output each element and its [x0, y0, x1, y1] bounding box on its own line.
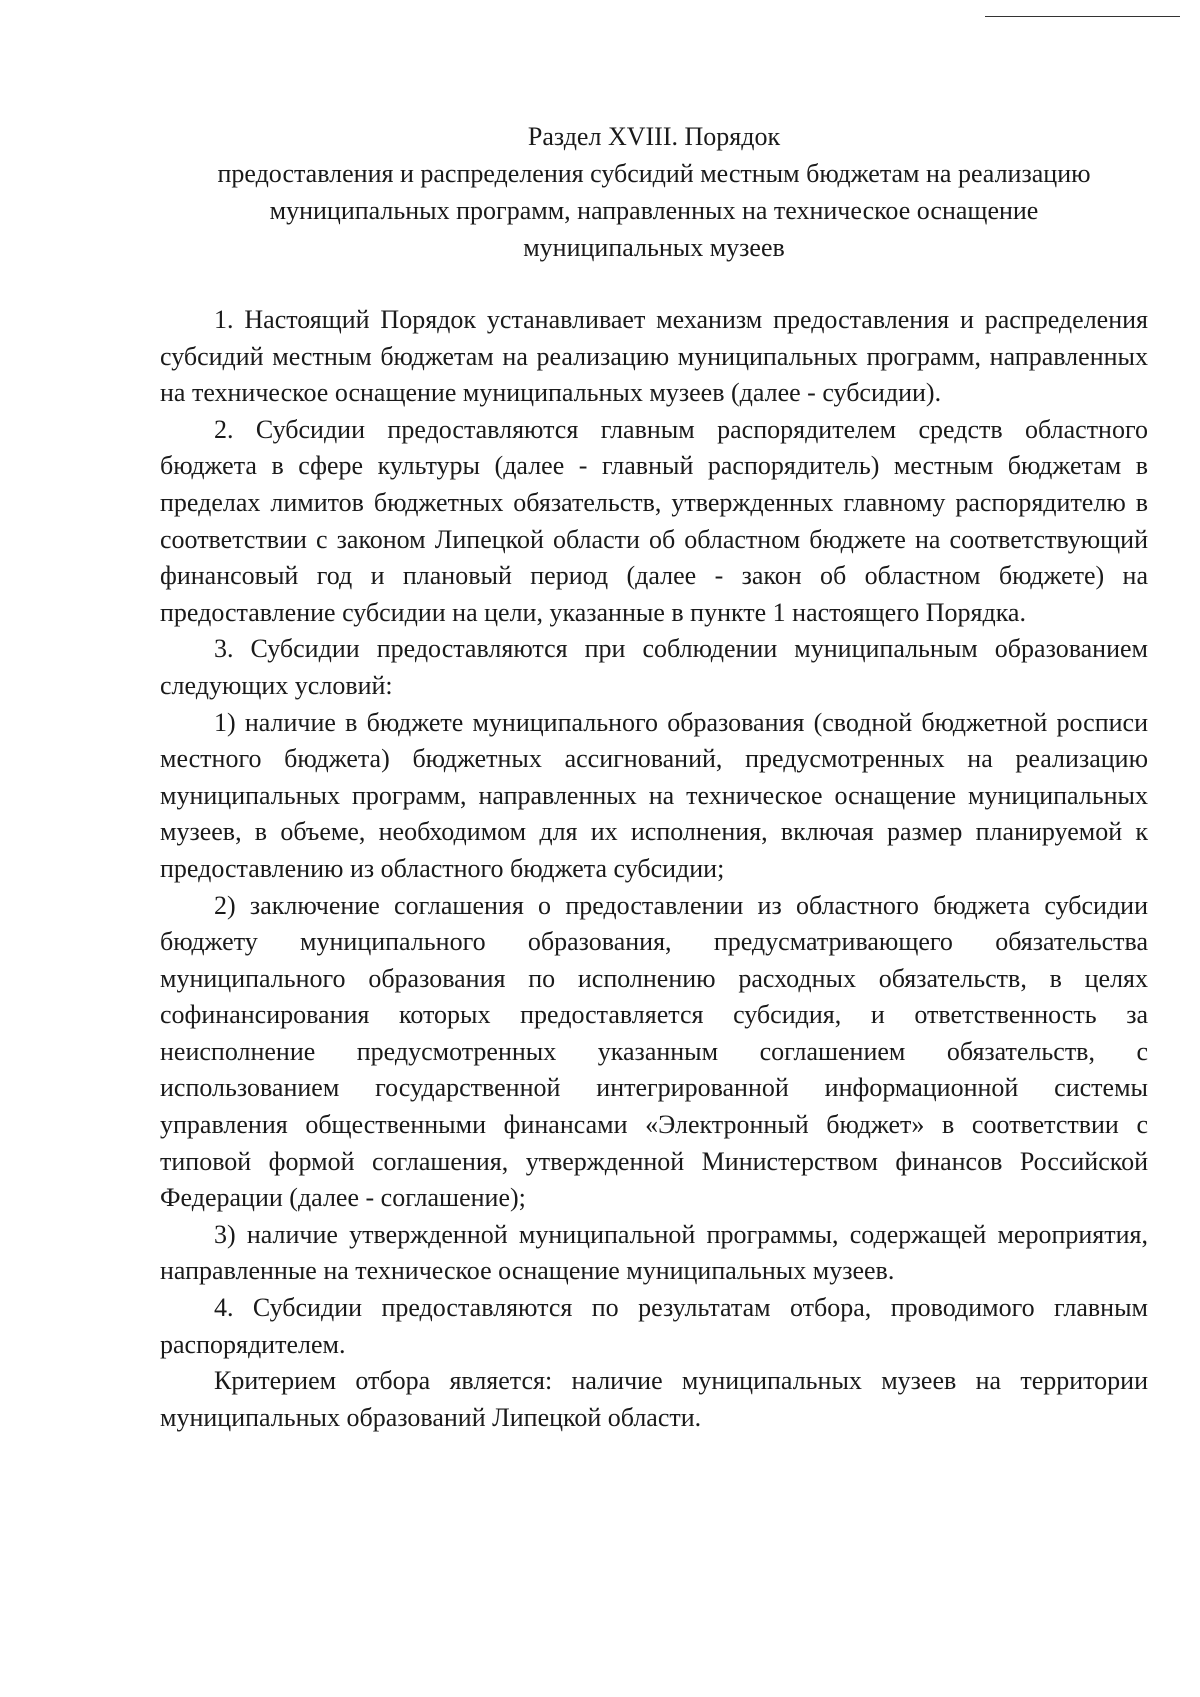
top-rule-line — [985, 16, 1180, 17]
condition-3: 3) наличие утвержденной муниципальной программы, содержащей мероприятия, направленные на техническое оснащение муниципальных музеев. — [160, 1219, 1148, 1286]
section-subtitle-line-2: муниципальных программ, направленных на техническое оснащение — [269, 196, 1039, 225]
paragraph-1: 1. Настоящий Порядок устанавливает механизм предоставления и распределения субсидий местным бюджетам на реализацию муниципальных программ, направленных на техническое оснащение муниципальных музеев (далее - субсидии). — [160, 305, 1148, 408]
selection-criterion: Критерием отбора является: наличие муниципальных музеев на территории муниципальных образований Липецкой области. — [160, 1366, 1148, 1432]
section-subtitle-line-3: муниципальных музеев — [523, 233, 785, 262]
section-heading — [160, 118, 1148, 266]
paragraph-3: 3. Субсидии предоставляются при соблюдении муниципальным образованием следующих условий: — [160, 634, 1148, 700]
document-page — [160, 118, 1148, 1436]
condition-2: 2) заключение соглашения о предоставлении из областного бюджета субсидии бюджету муниципального образования, предусматривающего обязательства муниципального образования по исполнению расходных обязательств, в целях софинансирования которых предоставляется субсидия, и ответственность за неисполнение предусмотренных указанным соглашением обязательств, с использованием государственной интегрированной информационной системы управления общественными финансами «Электронный бюджет» в соответствии с типовой формой соглашения, утвержденной Министерством финансов Российской Федерации (далее - соглашение); — [160, 890, 1148, 1213]
section-subtitle-line-1: предоставления и распределения субсидий местным бюджетам на реализацию — [217, 159, 1091, 188]
paragraph-2: 2. Субсидии предоставляются главным распорядителем средств областного бюджета в сфере культуры (далее - главный распорядитель) местным бюджетам в пределах лимитов бюджетных обязательств, утвержденных главному распорядителю в соответствии с законом Липецкой области об областном бюджете на соответствующий финансовый год и плановый период (далее - закон об областном бюджете) на предоставление субсидии на цели, указанные в пункте 1 настоящего Порядка. — [160, 414, 1148, 627]
paragraph-4: 4. Субсидии предоставляются по результатам отбора, проводимого главным распорядителем. — [160, 1293, 1148, 1359]
section-title: Раздел XVIII. Порядок — [527, 122, 781, 151]
condition-1: 1) наличие в бюджете муниципального образования (сводной бюджетной росписи местного бюджета) бюджетных ассигнований, предусмотренных на реализацию муниципальных программ, направленных на техническое оснащение муниципальных музеев, в объеме, необходимом для их исполнения, включая размер планируемой к предоставлению из областного бюджета субсидии; — [160, 707, 1148, 883]
